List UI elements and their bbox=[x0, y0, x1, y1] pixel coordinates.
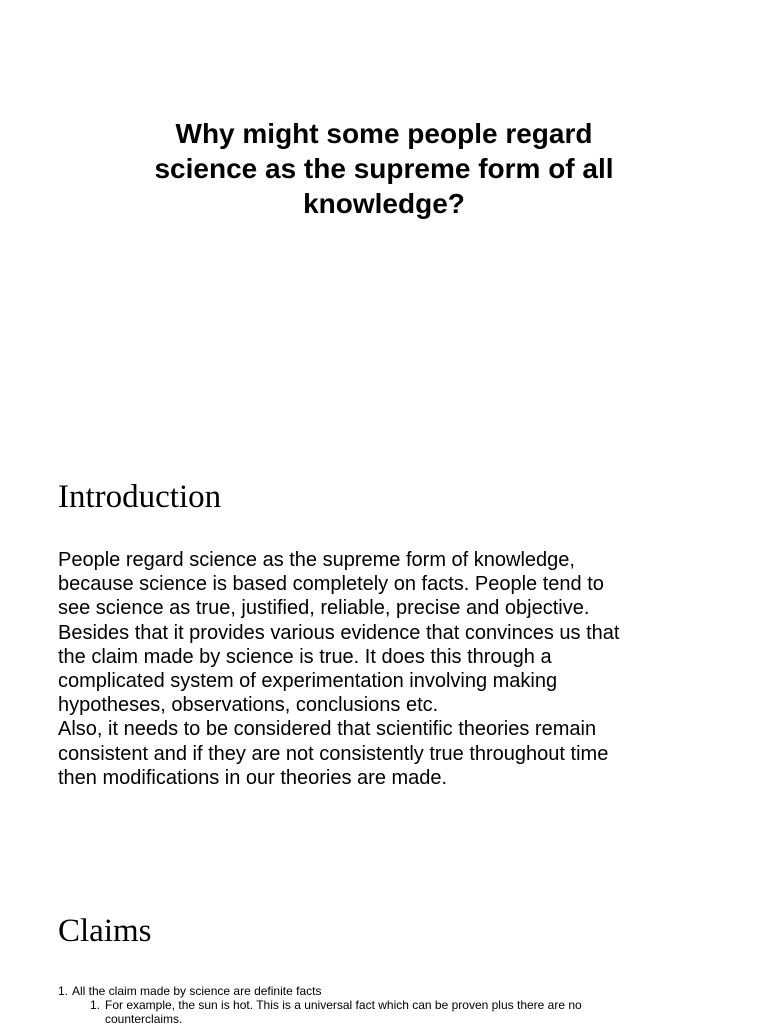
title-line: knowledge? bbox=[303, 188, 465, 219]
paragraph-line: because science is based completely on facts. People tend to bbox=[58, 573, 604, 596]
title-line: science as the supreme form of all bbox=[154, 153, 614, 184]
introduction-paragraph bbox=[58, 548, 738, 790]
paragraph-line: Also, it needs to be considered that scientific theories remain bbox=[58, 718, 597, 741]
paragraph-line: then modifications in our theories are made. bbox=[58, 766, 448, 789]
claims-sublist bbox=[58, 998, 758, 1024]
list-item-number: 1. bbox=[90, 998, 101, 1012]
claims-heading: Claims bbox=[58, 913, 152, 949]
title-line: Why might some people regard bbox=[175, 118, 593, 149]
introduction-heading: Introduction bbox=[58, 479, 222, 515]
paragraph-line: People regard science as the supreme form of knowledge, bbox=[58, 549, 575, 571]
list-item-text: All the claim made by science are definite facts bbox=[72, 984, 322, 998]
paragraph-line: consistent and if they are not consistently true throughout time bbox=[58, 742, 609, 765]
list-item-number: 1. bbox=[58, 984, 69, 998]
paragraph-line: see science as true, justified, reliable, precise and objective. bbox=[58, 597, 590, 620]
claims-list bbox=[58, 984, 758, 1024]
list-item-line: counterclaims. bbox=[105, 1012, 183, 1024]
document-title bbox=[84, 116, 684, 221]
paragraph-line: Besides that it provides various evidence that convinces us that bbox=[58, 621, 620, 644]
paragraph-line: hypotheses, observations, conclusions etc. bbox=[58, 694, 439, 717]
paragraph-line: complicated system of experimentation involving making bbox=[58, 670, 558, 693]
list-item bbox=[90, 998, 758, 1024]
paragraph-line: the claim made by science is true. It does this through a bbox=[58, 645, 552, 668]
list-item-line: For example, the sun is hot. This is a universal fact which can be proven plus there are no bbox=[105, 998, 582, 1012]
list-item bbox=[58, 984, 758, 1024]
